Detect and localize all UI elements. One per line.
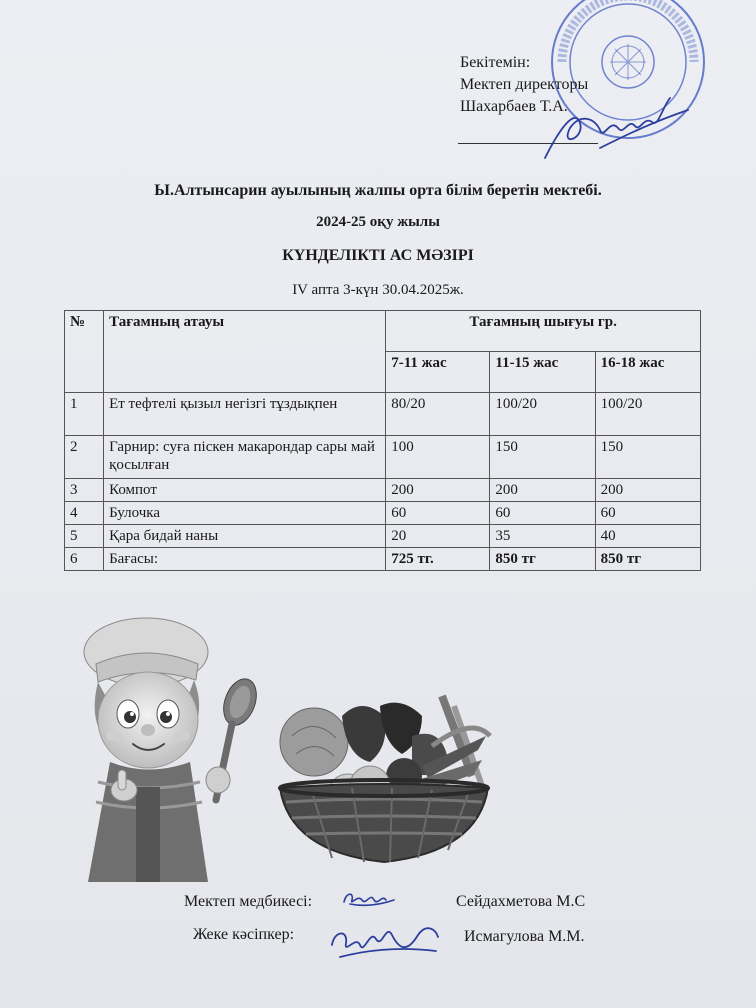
price-16-18: 850 тг — [595, 548, 700, 571]
portion-7-11: 100 — [386, 436, 490, 479]
price-11-15: 850 тг — [490, 548, 595, 571]
entrepreneur-signature — [326, 915, 442, 967]
price-row — [65, 548, 701, 571]
menu-day: IV апта 3-күн 30.04.2025ж. — [292, 282, 464, 298]
dish-name: Компот — [104, 479, 386, 502]
row-number: 1 — [65, 393, 104, 436]
row-number: 6 — [65, 548, 104, 571]
portion-11-15: 150 — [490, 436, 595, 479]
portion-11-15: 35 — [490, 525, 595, 548]
row-number: 3 — [65, 479, 104, 502]
director-title: Мектеп директоры — [460, 76, 589, 93]
menu-table — [64, 310, 701, 571]
approval-label: Бекітемін: — [460, 54, 531, 71]
menu-title: КҮНДЕЛІКТІ АС МӘЗІРІ — [282, 247, 474, 264]
academic-year: 2024-25 оқу жылы — [316, 214, 440, 230]
dish-name: Ет тефтелі қызыл негізгі тұздықпен — [104, 393, 386, 436]
portion-16-18: 60 — [595, 502, 700, 525]
age-group-header: 16-18 жас — [595, 352, 700, 393]
portion-11-15: 60 — [490, 502, 595, 525]
column-header-number: № — [65, 311, 104, 393]
school-name: Ы.Алтынсарин ауылының жалпы орта білім беретін мектебі. — [154, 182, 602, 199]
dish-name: Қара бидай наны — [104, 525, 386, 548]
entrepreneur-label: Жеке кәсіпкер: — [193, 926, 295, 943]
column-header-dish: Тағамның атауы — [104, 311, 386, 393]
price-7-11: 725 тг. — [386, 548, 490, 571]
portion-7-11: 80/20 — [386, 393, 490, 436]
portion-16-18: 150 — [595, 436, 700, 479]
portion-16-18: 100/20 — [595, 393, 700, 436]
dish-name: Гарнир: суға піскен макарондар сары май қосылған — [104, 436, 386, 479]
table-row — [65, 502, 701, 525]
nurse-label: Мектеп медбикесі: — [184, 893, 313, 910]
portion-7-11: 20 — [386, 525, 490, 548]
table-row — [65, 479, 701, 502]
entrepreneur-name: Исмагулова М.М. — [464, 928, 585, 945]
dish-name: Булочка — [104, 502, 386, 525]
nurse-name: Сейдахметова М.С — [456, 893, 586, 910]
portion-11-15: 200 — [490, 479, 595, 502]
chef-child-illustration — [78, 612, 268, 882]
row-number: 4 — [65, 502, 104, 525]
row-number: 5 — [65, 525, 104, 548]
director-name: Шахарбаев Т.А. — [460, 98, 568, 115]
portion-16-18: 200 — [595, 479, 700, 502]
portion-7-11: 60 — [386, 502, 490, 525]
director-signature — [540, 88, 690, 168]
nurse-signature — [340, 884, 396, 910]
age-group-header: 7-11 жас — [386, 352, 490, 393]
portion-7-11: 200 — [386, 479, 490, 502]
table-row — [65, 525, 701, 548]
portion-11-15: 100/20 — [490, 393, 595, 436]
column-header-output: Тағамның шығуы гр. — [386, 311, 701, 352]
row-number: 2 — [65, 436, 104, 479]
table-row — [65, 436, 701, 479]
table-row — [65, 393, 701, 436]
age-group-header: 11-15 жас — [490, 352, 595, 393]
portion-16-18: 40 — [595, 525, 700, 548]
vegetable-basket-illustration — [272, 676, 496, 876]
price-label: Бағасы: — [104, 548, 386, 571]
